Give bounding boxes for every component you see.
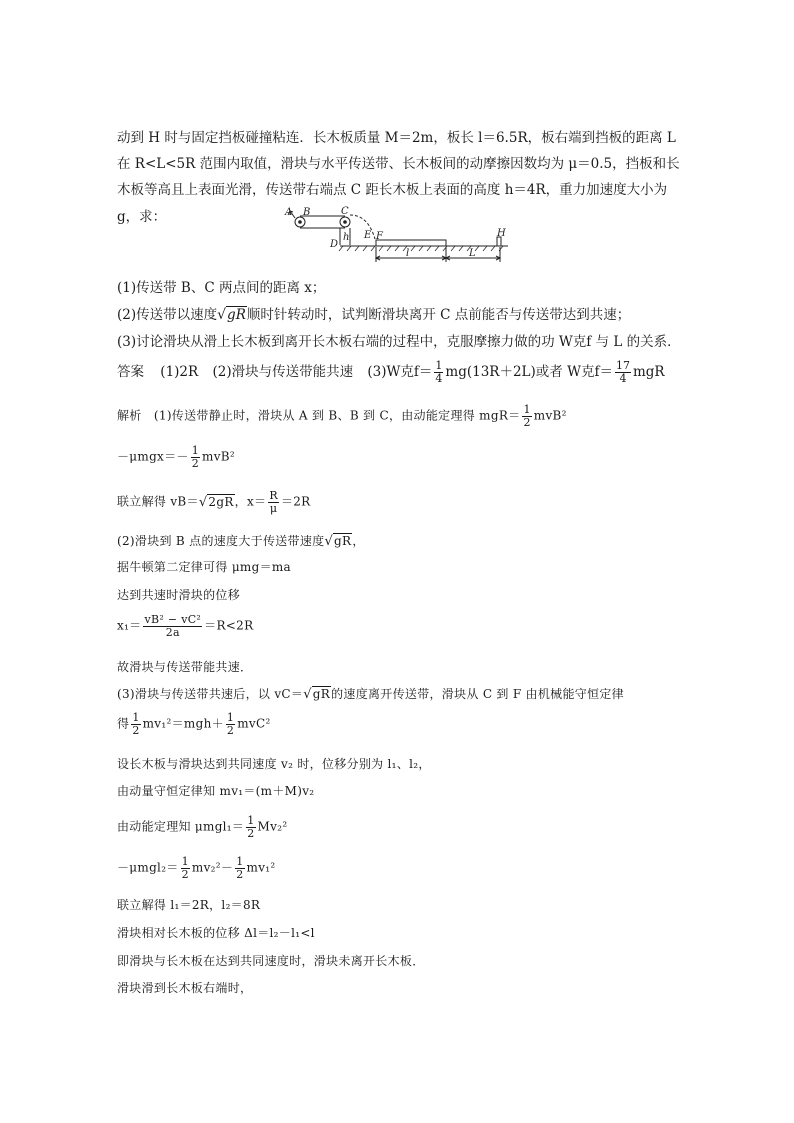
label-C: C	[341, 206, 349, 217]
answer-line: 答案 (1)2R (2)滑块与传送带能共速 (3)W克f＝ $\frac{1}{4}$ mg(13R＋2L)或者 W克f＝ $\frac{17}{4}$ mgR	[117, 359, 665, 385]
problem-line-1: 动到 H 时与固定挡板碰撞粘连．长木板质量 M＝2m，板长 l＝6.5R，板右端到挡板的距离 L	[117, 130, 676, 146]
solution-18: 滑块滑到长木板右端时，	[117, 981, 253, 995]
label-F: F	[376, 231, 383, 242]
solution-4: (2)滑块到 B 点的速度大于传送带速度√gR，	[117, 534, 365, 549]
solution-14: －μmgl₂＝ $\frac{1}{2}$ mv₂²－ $\frac{1}{2}$ mv₁²	[117, 855, 276, 881]
question-2: (2)传送带以速度√gR顺时针转动时，试判断滑块离开 C 点前能否与传送带达到共速；	[117, 307, 631, 323]
solution-6: 达到共速时滑块的位移	[117, 588, 241, 602]
problem-line-2: 在 R<L<5R 范围内取值，滑块与水平传送带、长木板间的动摩擦因数均为 μ＝0.5，挡板和长	[117, 156, 680, 172]
solution-5: 据牛顿第二定律可得 μmg＝ma	[117, 560, 292, 574]
solution-13: 由动能定理知 μmgl₁＝ $\frac{1}{2}$ Mv₂²	[117, 814, 288, 840]
solution-10: 得 $\frac{1}{2}$ mv₁²＝mgh＋ $\frac{1}{2}$ mvC²	[117, 711, 271, 737]
question-3: (3)讨论滑块从滑上长木板到离开长木板右端的过程中，克服摩擦力做的功 W克f 与 L 的关系．	[117, 334, 681, 350]
label-L: L	[469, 248, 476, 259]
solution-11: 设长木板与滑块达到共同速度 v₂ 时，位移分别为 l₁、l₂，	[117, 757, 431, 771]
label-B: B	[303, 207, 311, 218]
solution-7: x₁＝ $\frac{\text{vB² − vC²}}{2a}$ ＝R<2R	[117, 613, 254, 639]
label-A: A	[285, 207, 293, 218]
label-D: D	[330, 239, 339, 250]
problem-line-4: g，求：	[117, 209, 167, 225]
solution-15: 联立解得 l₁＝2R，l₂＝8R	[117, 898, 261, 912]
conveyor-diagram	[283, 203, 513, 265]
solution-2: －μmgx＝－ $\frac{1}{2}$ mvB²	[117, 444, 236, 470]
question-1: (1)传送带 B、C 两点间的距离 x；	[117, 280, 326, 296]
label-E: E	[364, 230, 372, 241]
answer-label: 答案	[117, 364, 144, 380]
solution-16: 滑块相对长木板的位移 Δl＝l₂－l₁<l	[117, 926, 315, 940]
solution-9: (3)滑块与传送带共速后，以 vC＝√gR的速度离开传送带，滑块从 C 到 F 由机械能守恒定律	[117, 687, 624, 702]
problem-line-3: 木板等高且上表面光滑，传送带右端点 C 距长木板上表面的高度 h＝4R，重力加速度大小为	[117, 182, 668, 198]
solution-3: 联立解得 vB＝√2gR，x＝ $\frac{R}{\mu}$ ＝2R	[117, 489, 311, 515]
label-h: h	[343, 232, 350, 243]
label-H: H	[497, 228, 506, 239]
solution-8: 故滑块与传送带能共速．	[117, 660, 253, 674]
solution-1: 解析 (1)传送带静止时，滑块从 A 到 B、B 到 C，由动能定理得 mgR＝ $\frac{1}{2}$ mvB²	[117, 403, 567, 429]
label-l: l	[406, 248, 410, 259]
solution-12: 由动量守恒定律知 mv₁＝(m＋M)v₂	[117, 784, 315, 798]
solution-17: 即滑块与长木板在达到共同速度时，滑块未离开长木板．	[117, 954, 425, 968]
